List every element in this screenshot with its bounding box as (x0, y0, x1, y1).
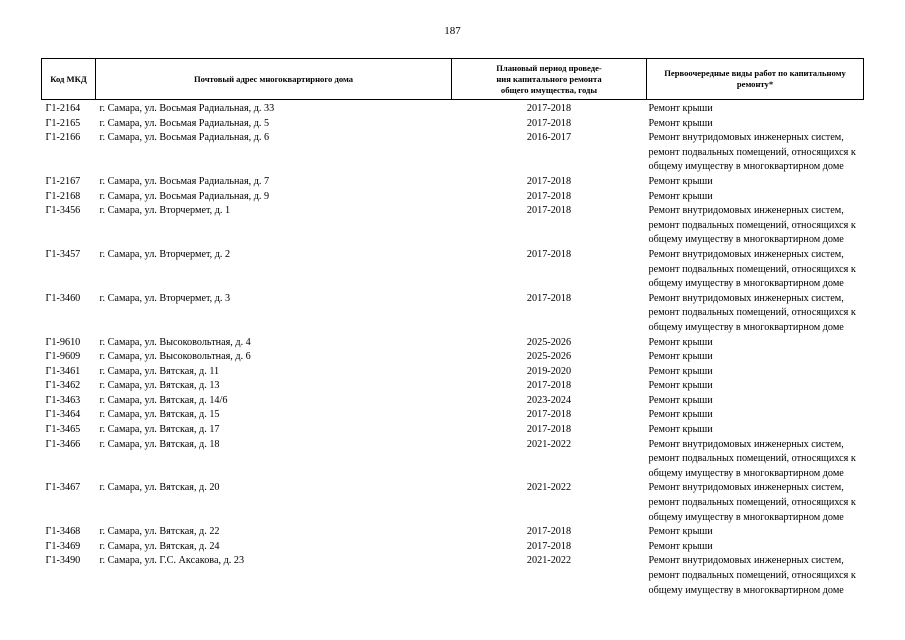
table-row (42, 131, 864, 175)
table-row (42, 423, 864, 438)
cell-code: Г1-3461 (45, 365, 81, 377)
cell-code: Г1-2165 (45, 117, 81, 129)
cell-period: 2016-2017 (526, 132, 572, 144)
header-address: Почтовый адрес многоквартирного дома (96, 59, 452, 100)
cell-works: Ремонт крыши (648, 336, 713, 348)
cell-address: г. Самара, ул. Высоковольтная, д. 4 (99, 336, 251, 348)
cell-address: г. Самара, ул. Высоковольтная, д. 6 (99, 351, 251, 363)
cell-period: 2025-2026 (526, 351, 572, 363)
cell-works: Ремонт крыши (648, 409, 713, 421)
cell-period: 2017-2018 (526, 117, 572, 129)
cell-works: Ремонт крыши (648, 190, 713, 202)
cell-period: 2021-2022 (526, 482, 572, 494)
page-number: 187 (444, 25, 461, 37)
cell-period: 2017-2018 (526, 424, 572, 436)
cell-works: Ремонт крыши (648, 117, 713, 129)
table-row (42, 175, 864, 190)
cell-works: Ремонт внутридомовых инженерных систем, ремонт подвальных помещений, относящихся к общему имуществу в многоквартирном доме (648, 132, 856, 173)
cell-period: 2025-2026 (526, 336, 572, 348)
header-period: Плановый период проведе- ния капитального ремонта общего имущества, годы (452, 59, 647, 100)
cell-period: 2017-2018 (526, 292, 572, 304)
cell-code: Г1-2168 (45, 190, 81, 202)
cell-works: Ремонт крыши (648, 175, 713, 187)
cell-address: г. Самара, ул. Вятская, д. 13 (99, 380, 220, 392)
cell-code: Г1-3460 (45, 292, 81, 304)
cell-period: 2023-2024 (526, 394, 572, 406)
cell-works: Ремонт крыши (648, 351, 713, 363)
cell-code: Г1-3464 (45, 409, 81, 421)
table-row (42, 408, 864, 423)
cell-works: Ремонт внутридомовых инженерных систем, ремонт подвальных помещений, относящихся к общему имуществу в многоквартирном доме (648, 482, 856, 523)
cell-works: Ремонт крыши (648, 103, 713, 114)
header-works: Первоочередные виды работ по капитальному ремонту* (647, 59, 864, 100)
cell-code: Г1-3469 (45, 540, 81, 552)
cell-address: г. Самара, ул. Восьмая Радиальная, д. 7 (99, 175, 270, 187)
cell-works: Ремонт внутридомовых инженерных систем, ремонт подвальных помещений, относящихся к общему имуществу в многоквартирном доме (648, 292, 856, 333)
cell-code: Г1-3457 (45, 248, 81, 260)
cell-code: Г1-3463 (45, 394, 81, 406)
cell-address: г. Самара, ул. Восьмая Радиальная, д. 9 (99, 190, 270, 202)
table-row (42, 365, 864, 380)
table-row (42, 481, 864, 525)
table-row (42, 394, 864, 409)
cell-code: Г1-3462 (45, 380, 81, 392)
cell-works: Ремонт внутридомовых инженерных систем, ремонт подвальных помещений, относящихся к общему имуществу в многоквартирном доме (648, 555, 856, 596)
header-code: Код МКД (42, 59, 96, 100)
cell-code: Г1-3490 (45, 555, 81, 567)
cell-period: 2017-2018 (526, 380, 572, 392)
table-row (42, 292, 864, 336)
cell-address: г. Самара, ул. Восьмая Радиальная, д. 6 (99, 132, 270, 144)
cell-code: Г1-3456 (45, 205, 81, 217)
cell-period: 2017-2018 (526, 175, 572, 187)
table-row (42, 117, 864, 132)
cell-address: г. Самара, ул. Вятская, д. 11 (99, 365, 220, 377)
table-row (42, 540, 864, 555)
cell-address: г. Самара, ул. Восьмая Радиальная, д. 33 (99, 103, 275, 114)
cell-address: г. Самара, ул. Вятская, д. 20 (99, 482, 220, 494)
cell-address: г. Самара, ул. Вятская, д. 24 (99, 540, 220, 552)
cell-address: г. Самара, ул. Г.С. Аксакова, д. 23 (99, 555, 245, 567)
cell-address: г. Самара, ул. Вятская, д. 18 (99, 438, 220, 450)
cell-address: г. Самара, ул. Вторчермет, д. 3 (99, 292, 231, 304)
repair-table (41, 58, 864, 598)
cell-code: Г1-9610 (45, 336, 81, 348)
cell-code: Г1-3468 (45, 526, 81, 538)
cell-period: 2021-2022 (526, 438, 572, 450)
cell-address: г. Самара, ул. Восьмая Радиальная, д. 5 (99, 117, 270, 129)
cell-period: 2021-2022 (526, 555, 572, 567)
cell-works: Ремонт внутридомовых инженерных систем, ремонт подвальных помещений, относящихся к общему имуществу в многоквартирном доме (648, 205, 856, 246)
cell-period: 2019-2020 (526, 365, 572, 377)
cell-address: г. Самара, ул. Вторчермет, д. 1 (99, 205, 231, 217)
cell-period: 2017-2018 (526, 409, 572, 421)
table-row (42, 554, 864, 598)
table-row (42, 350, 864, 365)
cell-code: Г1-2164 (45, 103, 81, 114)
table-row (42, 438, 864, 482)
table-row (42, 379, 864, 394)
cell-code: Г1-9609 (45, 351, 81, 363)
cell-address: г. Самара, ул. Вятская, д. 22 (99, 526, 220, 538)
cell-period: 2017-2018 (526, 526, 572, 538)
cell-period: 2017-2018 (526, 103, 572, 114)
table-row (42, 204, 864, 248)
cell-period: 2017-2018 (526, 205, 572, 217)
table-row (42, 525, 864, 540)
cell-code: Г1-2167 (45, 175, 81, 187)
table-row (42, 336, 864, 351)
cell-works: Ремонт крыши (648, 540, 713, 552)
cell-works: Ремонт крыши (648, 526, 713, 538)
cell-address: г. Самара, ул. Вятская, д. 14/6 (99, 394, 228, 406)
cell-period: 2017-2018 (526, 190, 572, 202)
cell-works: Ремонт внутридомовых инженерных систем, ремонт подвальных помещений, относящихся к общему имуществу в многоквартирном доме (648, 438, 856, 479)
cell-works: Ремонт крыши (648, 424, 713, 436)
cell-period: 2017-2018 (526, 540, 572, 552)
cell-works: Ремонт крыши (648, 394, 713, 406)
cell-address: г. Самара, ул. Вятская, д. 17 (99, 424, 220, 436)
table-row (42, 100, 864, 117)
table-row (42, 190, 864, 205)
cell-period: 2017-2018 (526, 248, 572, 260)
cell-works: Ремонт внутридомовых инженерных систем, ремонт подвальных помещений, относящихся к общему имуществу в многоквартирном доме (648, 248, 856, 290)
cell-code: Г1-3465 (45, 424, 81, 436)
cell-address: г. Самара, ул. Вятская, д. 15 (99, 409, 220, 421)
cell-code: Г1-3466 (45, 438, 81, 450)
cell-works: Ремонт крыши (648, 380, 713, 392)
cell-code: Г1-2166 (45, 132, 81, 144)
table-body (42, 100, 864, 599)
cell-works: Ремонт крыши (648, 365, 713, 377)
table-header (42, 59, 864, 100)
cell-code: Г1-3467 (45, 482, 81, 494)
table-row (42, 248, 864, 292)
cell-address: г. Самара, ул. Вторчермет, д. 2 (99, 248, 231, 260)
